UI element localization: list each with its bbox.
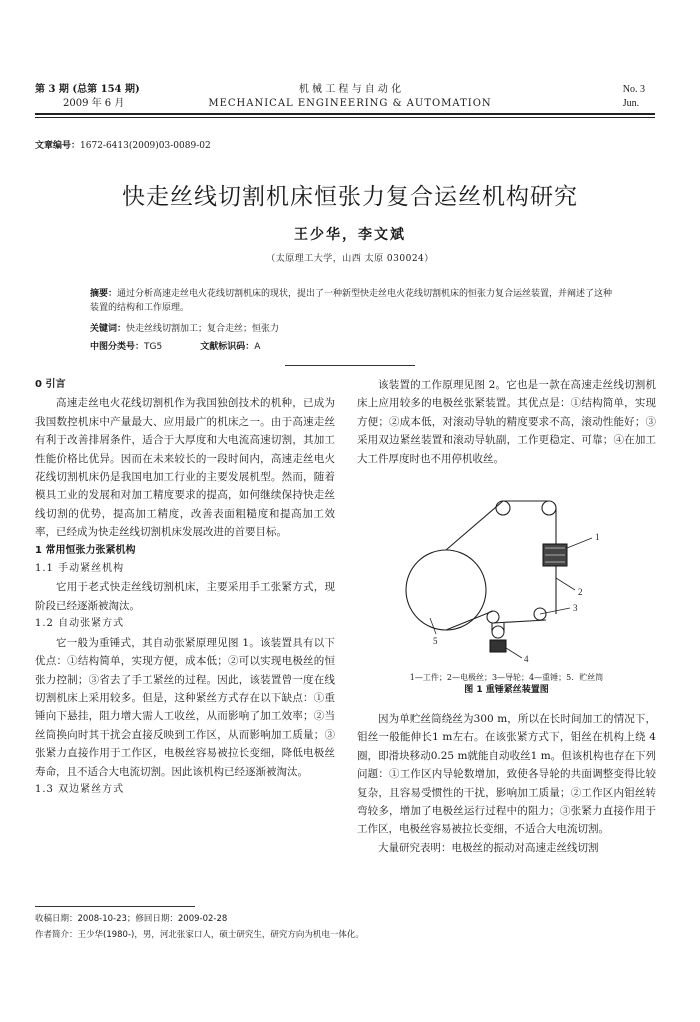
leader-2 [556, 578, 575, 590]
hanging-weight [490, 640, 506, 652]
figure-1-diagram [390, 478, 630, 663]
header-rule-thin [35, 117, 655, 118]
figure-1-caption [357, 671, 656, 697]
subsection-heading-1-2: 1.2 自动张紧方式 [35, 618, 125, 630]
issue-date: 2009 年 6 月 [63, 98, 125, 109]
leader-5 [430, 618, 436, 634]
cls-value: TG5 [144, 342, 163, 352]
leader-3 [540, 608, 570, 614]
weight-pulley [492, 626, 504, 638]
issue-info-en [623, 83, 645, 111]
footnote [35, 911, 364, 943]
journal-name-cn: 机 械 工 程 与 自 动 化 [298, 84, 402, 95]
keywords-label: 关键词： [90, 324, 127, 334]
paragraph-wire-length: 因为单贮丝筒绕丝为300 m，所以在长时间加工的情况下，钼丝一般能伸长1 m左右。在该张紧方式下，钼丝在机构上绕 4 圈，即滑块移动0.25 m就能自动收丝1 m。但该机构也存在下列问题：①工作区内导轮数增加，致使各导轮的共面调整变得比较复杂，且容易受惯性的干扰，影响加工质量；②工作区内钼丝转弯较多，增加了电极丝运行过程中的阻力；③张紧力直接作用于工作区，电极丝容易被拉长变细，不适合大电流切割。 [357, 713, 656, 836]
wire-drum-to-top [446, 501, 503, 550]
paragraph-fig2: 该装置的工作原理见图 2。它也是一款在高速走丝线切割机床上应用较多的电极丝张紧装置。其优点是：①结构简单，实现方便；②成本低，对滚动导轨的精度要求不高，滚动性能好；③采用双边紧丝装置和滚动导轨副，工作更稳定、可靠；④在加工大工件厚度时也不用停机收丝。 [357, 379, 656, 465]
keywords [90, 321, 279, 334]
section-heading-1: 1 常用恒张力张紧机构 [35, 544, 136, 556]
paper-authors: 王少华，李文斌 [294, 227, 406, 243]
docid-value: A [254, 342, 261, 352]
footnote-author: 作者简介：王少华(1980-)，男，河北张家口人，硕士研究生，研究方向为机电一体化。 [35, 930, 364, 940]
abstract-separator [285, 365, 415, 366]
abstract-text: 通过分析高速走丝电火花线切割机床的现状，提出了一种新型快走丝电火花线切割机床的恒张力复合运丝装置，并阐述了这种装置的结构和工作原理。 [90, 289, 613, 313]
classification [90, 339, 260, 352]
label-1: 1 [595, 532, 600, 542]
top-right-guide-wheel [542, 501, 556, 515]
top-left-guide-wheel [496, 501, 510, 515]
abstract-label: 摘要： [90, 289, 118, 299]
issue-number: 第 3 期 (总第 154 期) [35, 84, 140, 95]
figure-1-title: 图 1 重锤紧丝装置图 [464, 685, 549, 695]
subsection-heading-1-1: 1.1 手动紧丝机构 [35, 563, 125, 575]
paragraph-1-1: 它用于老式快走丝线切割机床，主要采用手工张紧方式，现阶段已经逐渐被淘汰。 [35, 581, 335, 612]
paper-title: 快走丝线切割机床恒张力复合运丝机构研究 [122, 184, 578, 210]
paragraph-1-2: 它一般为重锤式，其自动张紧原理见图 1。该装置具有以下优点：①结构简单，实现方便，成本低；②可以实现电极丝的恒张力控制；③省去了手工紧丝的过程。因此，该装置曾一度在线切割机床上采用较多。但是，这种紧丝方式存在以下缺点：①重锤向下悬挂，阻力增大需人工收丝，从而影响了加工效率；②当丝筒换向时其干扰会直接反映到工作区，从而影响加工质量；③张紧力直接作用于工作区，电极丝容易被拉长变细，降低电极丝寿命，且不适合大电流切割。因此该机构已经逐渐被淘汰。 [35, 636, 335, 778]
label-5: 5 [433, 636, 438, 646]
subsection-heading-1-3: 1.3 双边紧丝方式 [35, 783, 125, 795]
paragraph-research: 大量研究表明：电极丝的振动对高速走丝线切割 [378, 841, 599, 854]
abstract [90, 287, 620, 315]
author-affiliation: （太原理工大学，山西 太原 030024） [266, 254, 434, 264]
article-number [35, 138, 211, 151]
wire-drum-bottom [446, 611, 493, 630]
paragraph-intro: 高速走丝电火花线切割机作为我国独创技术的机种，已成为我国数控机床中产量最大、应用最广的机床之一。由于高速走丝有利于改善排屑条件，适合于大厚度和大电流高速切割，其加工性能价格比优异。因而在未来较长的一段时间内，高速走丝电火花线切割机床仍是我国电加工行业的主要发展机型。然而，随着模具工业的发展和对加工精度要求的提高，如何继续保持快走丝线切割的优势，提高加工精度，改善表面粗糙度和提高加工效率，已经成为快走丝线切割机床发展改进的首要目标。 [35, 397, 335, 539]
footnote-rule [35, 906, 195, 907]
docid-label: 文献标识码： [200, 342, 255, 352]
wire-drum [406, 550, 486, 630]
footnote-dates: 收稿日期：2008-10-23；修回日期：2009-02-28 [35, 914, 228, 924]
label-4: 4 [524, 654, 529, 663]
left-column [35, 376, 335, 799]
leader-4 [506, 648, 522, 658]
section-heading-intro: 0 引言 [35, 379, 66, 390]
label-3: 3 [573, 603, 578, 613]
leader-1 [567, 538, 592, 548]
issue-no-en: No. 3 [622, 84, 645, 95]
label-2: 2 [578, 587, 583, 597]
right-column-bottom [357, 710, 656, 857]
header-rule-thick [35, 113, 655, 115]
article-number-value: 1672-6413(2009)03-0089-02 [80, 141, 211, 151]
cls-label: 中图分类号： [90, 342, 145, 352]
keywords-text: 快走丝线切割加工；复合走丝；恒张力 [126, 324, 280, 334]
wire-bottom-span [493, 620, 546, 623]
right-column-top [357, 376, 656, 468]
journal-name-en: MECHANICAL ENGINEERING & AUTOMATION [208, 98, 492, 109]
figure-1-legend: 1—工件；2—电极丝；3—导轮；4—重锤；5．贮丝筒 [409, 673, 604, 682]
journal-name [0, 83, 700, 111]
article-number-label: 文章编号： [35, 141, 81, 151]
issue-month-en: Jun. [622, 98, 640, 109]
